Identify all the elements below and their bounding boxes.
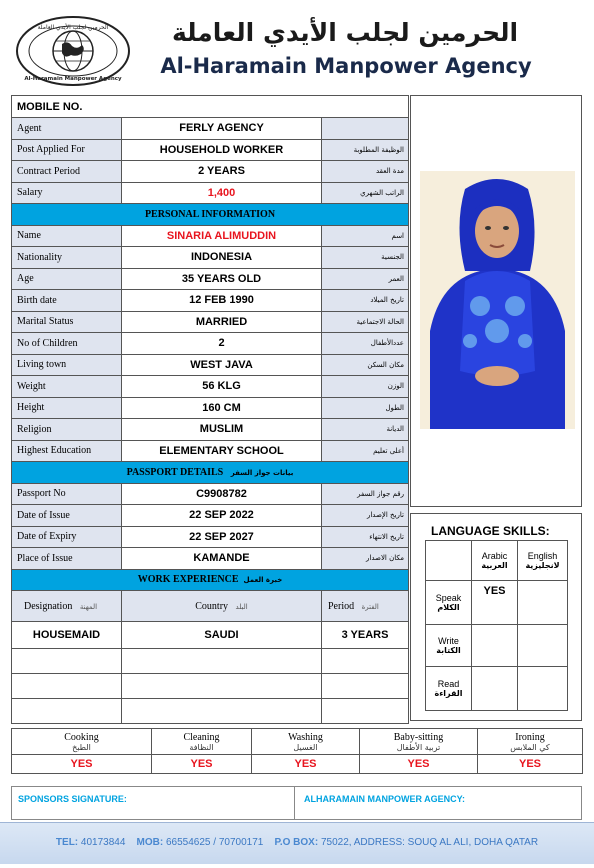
contact-footer [0,822,594,864]
lang-speak-english-value [518,581,568,625]
work-experience-header [12,569,409,591]
tel-label: TEL: [55,837,79,848]
skill-washing-en: Washing [288,731,323,743]
lang-read-arabic-value [472,667,518,711]
salary-label-ar: الراتب الشهري [322,182,409,204]
living-town-value: WEST JAVA [122,354,322,376]
highest-education-label-ar: أعلى تعليم [322,440,409,462]
lang-col-arabic [472,541,518,581]
place-of-issue-value: KAMANDE [122,548,322,570]
agency-signature-label: ALHARAMAIN MANPOWER AGENCY: [304,794,465,804]
lang-english-ar: لانجليزية [525,561,560,570]
highest-education-value: ELEMENTARY SCHOOL [122,440,322,462]
passport-rows [12,483,409,569]
post-applied-for-label-ar: الوظيفة المطلوبة [322,139,409,161]
agency-name-english: Al-Haramain Manpower Agency [160,54,532,78]
skill-ironing-header [478,729,583,755]
agent-label: Agent [12,118,122,140]
name-value: SINARIA ALIMUDDIN [122,225,322,247]
skill-cooking-ar: الطبخ [72,742,91,752]
age-label: Age [12,268,122,290]
personal-row [12,311,409,333]
lang-row-speak [426,581,472,625]
skill-washing-value: YES [252,755,360,774]
sponsor-signature-label: SPONSORS SIGNATURE: [18,794,127,804]
personal-row [12,376,409,398]
living-town-label-ar: مكان السكن [322,354,409,376]
weight-value: 56 KLG [122,376,322,398]
lang-write-english-value [518,625,568,667]
place-of-issue-label-ar: مكان الاصدار [322,548,409,570]
marital-status-value: MARRIED [122,311,322,333]
lang-read-ar: القراءة [434,689,463,698]
no-of-children-label-ar: عددالأطفال [322,333,409,355]
marital-status-label: Marital Status [12,311,122,333]
passport-header-en: PASSPORT DETAILS [126,466,224,478]
mob-label: MOB: [136,837,164,848]
job-rows [12,118,409,204]
skill-ironing-en: Ironing [515,731,545,743]
work-experience-empty-row [12,649,409,674]
date-of-issue-value: 22 SEP 2022 [122,505,322,527]
lang-read-english-value [518,667,568,711]
photo-frame [410,95,582,507]
lang-write-arabic-value [472,625,518,667]
mobile-no-label: MOBILE NO. [12,96,409,118]
personal-row [12,290,409,312]
country-label-ar: البلد [235,602,248,611]
applicant-details-table [11,95,409,724]
place-of-issue-label: Place of Issue [12,548,122,570]
skill-ironing-ar: كي الملابس [510,742,550,752]
skill-cleaning-value: YES [152,755,252,774]
lang-row-read [426,667,472,711]
signature-divider [294,787,295,819]
tel-value: 40173844 [80,837,126,848]
marital-status-label-ar: الحالة الاجتماعية [322,311,409,333]
contract-period-label-ar: مدة العقد [322,161,409,183]
skill-cooking-header [12,729,152,755]
date-of-expiry-label: Date of Expiry [12,526,122,548]
logo-text-en: Al-Haramain Manpower Agency [24,76,122,82]
job-row [12,118,409,140]
skill-baby-sitting-header [360,729,478,755]
lang-read-en: Read [437,679,460,689]
post-applied-for-label: Post Applied For [12,139,122,161]
agency-logo-globe-icon [14,14,132,88]
birth-date-value: 12 FEB 1990 [122,290,322,312]
period-label-ar: الفترة [361,602,379,611]
signature-section [11,786,582,820]
skill-cleaning-ar: النظافة [189,742,214,752]
post-applied-for-value: HOUSEHOLD WORKER [122,139,322,161]
salary-label: Salary [12,182,122,204]
skill-baby-sitting-value: YES [360,755,478,774]
weight-label: Weight [12,376,122,398]
height-label-ar: الطول [322,397,409,419]
lang-arabic-ar: العربية [481,561,508,570]
contract-period-value: 2 YEARS [122,161,322,183]
no-of-children-label: No of Children [12,333,122,355]
skill-ironing-value: YES [478,755,583,774]
pobox-value: 75022, ADDRESS: SOUQ AL ALI, DOHA QATAR [320,837,539,848]
household-skills-table [11,728,583,774]
country-col-header [122,591,322,622]
lang-speak-ar: الكلام [437,603,460,612]
period-col-header [322,591,409,622]
lang-col-english [518,541,568,581]
salary-value: 1,400 [122,182,322,204]
work-designation: HOUSEMAID [12,622,122,649]
passport-header-ar: بيانات جواز السفر [230,468,294,477]
birth-date-label-ar: تاريخ الميلاد [322,290,409,312]
age-label-ar: العمر [322,268,409,290]
contract-period-label: Contract Period [12,161,122,183]
applicant-photo [420,171,575,429]
skill-cooking-value: YES [12,755,152,774]
work-country: SAUDI [122,622,322,649]
work-header-ar: خبرة العمل [243,576,283,585]
nationality-label-ar: الجنسية [322,247,409,269]
lang-speak-arabic-value: YES [472,581,518,625]
religion-value: MUSLIM [122,419,322,441]
skill-cooking-en: Cooking [64,731,99,743]
job-row [12,139,409,161]
period-label: Period [328,600,355,612]
personal-info-header: PERSONAL INFORMATION [12,204,409,226]
work-experience-empty-row [12,699,409,724]
nationality-label: Nationality [12,247,122,269]
work-experience-empty-row [12,674,409,699]
weight-label-ar: الوزن [322,376,409,398]
agency-name-arabic: الحرمين لجلب الأيدي العاملة [171,18,519,47]
lang-arabic-en: Arabic [481,551,508,561]
language-skills-table [425,540,568,711]
no-of-children-value: 2 [122,333,322,355]
name-label: Name [12,225,122,247]
personal-row [12,440,409,462]
personal-row [12,268,409,290]
mob-value: 66554625 / 70700171 [166,837,264,848]
lang-write-ar: الكتابة [436,646,461,655]
personal-row [12,225,409,247]
language-skills-title: LANGUAGE SKILLS: [431,524,550,538]
birth-date-label: Birth date [12,290,122,312]
passport-no-label: Passport No [12,483,122,505]
skills-header-row [12,729,583,755]
nationality-value: INDONESIA [122,247,322,269]
age-value: 35 YEARS OLD [122,268,322,290]
personal-row [12,354,409,376]
lang-row-write [426,625,472,667]
date-of-expiry-label-ar: تاريخ الانتهاء [322,526,409,548]
date-of-expiry-value: 22 SEP 2027 [122,526,322,548]
skill-cleaning-header [152,729,252,755]
passport-no-value: C9908782 [122,483,322,505]
agent-label-ar [322,118,409,140]
personal-row [12,419,409,441]
work-period: 3 YEARS [322,622,409,649]
skill-baby-sitting-ar: تربية الأطفال [396,742,441,752]
passport-row [12,526,409,548]
letterhead [0,0,594,92]
country-label: Country [195,600,229,612]
passport-row [12,483,409,505]
pobox-label: P.O BOX: [274,837,319,848]
religion-label: Religion [12,419,122,441]
agent-value: FERLY AGENCY [122,118,322,140]
name-label-ar: اسم [322,225,409,247]
skill-washing-header [252,729,360,755]
applicant-portrait-illustration [420,171,575,429]
skill-washing-ar: الغسيل [293,742,318,752]
lang-write-en: Write [438,636,459,646]
highest-education-label: Highest Education [12,440,122,462]
date-of-issue-label: Date of Issue [12,505,122,527]
lang-corner-cell [426,541,472,581]
personal-row [12,333,409,355]
passport-row [12,505,409,527]
passport-details-header [12,462,409,484]
living-town-label: Living town [12,354,122,376]
skills-value-row [12,755,583,774]
personal-row [12,397,409,419]
work-header-en: WORK EXPERIENCE [137,574,239,586]
height-label: Height [12,397,122,419]
logo-text-ar: الحرمين لجلب الأيدي العاملة [37,24,109,31]
designation-label-ar: المهنة [79,602,98,611]
lang-english-en: English [527,551,558,561]
date-of-issue-label-ar: تاريخ الإصدار [322,505,409,527]
skill-baby-sitting-en: Baby-sitting [393,731,444,743]
job-row [12,161,409,183]
personal-rows [12,225,409,462]
job-row [12,182,409,204]
footer-contact-line [0,837,594,848]
language-skills-panel [410,513,582,721]
religion-label-ar: الديانة [322,419,409,441]
personal-row [12,247,409,269]
height-value: 160 CM [122,397,322,419]
passport-row [12,548,409,570]
lang-speak-en: Speak [435,593,462,603]
designation-label: Designation [24,600,73,612]
designation-col-header [12,591,122,622]
passport-no-label-ar: رقم جواز السفر [322,483,409,505]
skill-cleaning-en: Cleaning [183,731,220,743]
work-experience-row [12,622,409,649]
